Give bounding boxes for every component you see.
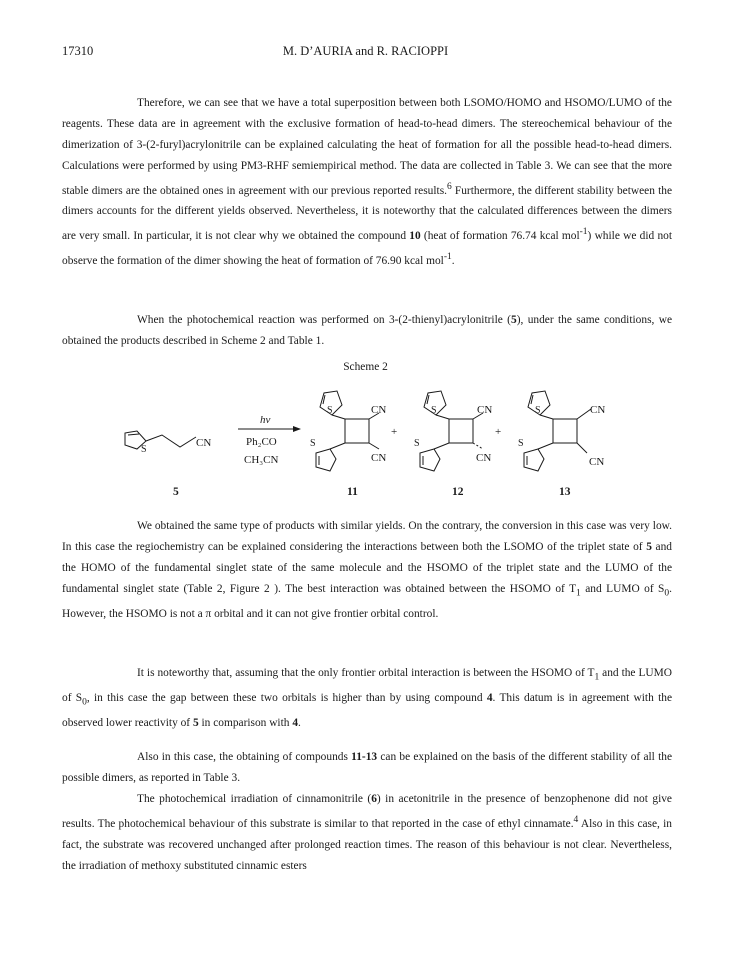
- compound-12-sulfur-top: S: [431, 405, 437, 416]
- compound-13-cn-bottom: CN: [589, 456, 605, 468]
- paragraph-3: We obtained the same type of products with similar yields. On the contrary, the conversion in this case was very low. In this case the regiochemistry can be explained considering the interactions between both the LSOMO of the triplet state of 5 and the HOMO of the fundamental singlet state of the same molecule and the HSOMO of the triplet state and the LUMO of the fundamental singlet state (Table 2, Figure 2 ). The best interaction was obtained between the HSOMO of $T_1$ and LUMO of $S_0$. However, the HSOMO is not a π orbital and it can not give frontier orbital control.: [62, 520, 672, 620]
- hv-label: hv: [260, 414, 271, 426]
- solvent-label-2: CH₃CN: [244, 454, 279, 466]
- scheme-title: Scheme 2: [343, 361, 388, 373]
- plus-sign-1: +: [391, 426, 398, 438]
- compound-11-cn-top: CN: [371, 404, 387, 416]
- page-number: 17310: [62, 44, 94, 58]
- scheme-2-reaction: [104, 383, 624, 508]
- paragraph-5: Also in this case, the obtaining of compounds 11-13 can be explained on the basis of the different stability of all the possible dimers, as reported in Table 3.: [62, 751, 672, 784]
- paragraph-6: The photochemical irradiation of cinnamonitrile (6) in acetonitrile in the presence of benzophenone did not give results. The photochemical behaviour of this substrate is similar to that reported in the case of ethyl cinnamate.$^4$ Also in this case, in fact, the substrate was recovered unchanged after prolonged reaction times. The reason of this behaviour is not clear. Nevertheless, the irradiation of methoxy substituted cinnamic esters: [62, 793, 672, 872]
- running-head-authors: M. D’AURIA and R. RACIOPPI: [282, 44, 449, 58]
- compound-12-sulfur-bottom: S: [414, 438, 420, 449]
- plus-sign-2: +: [495, 426, 502, 438]
- compound-12-cn-top: CN: [477, 404, 493, 416]
- compound-label-11: 11: [347, 486, 358, 498]
- compound-13-sulfur-bottom: S: [518, 438, 524, 449]
- compound-12-cn-bottom: CN: [476, 452, 492, 464]
- compound-label-12: 12: [452, 486, 464, 498]
- paragraph-2: When the photochemical reaction was performed on 3-(2-thienyl)acrylonitrile (5), under the same conditions, we obtained the products described in Scheme 2 and Table 1.: [62, 314, 672, 347]
- compound-13-sulfur-top: S: [535, 405, 541, 416]
- compound-11-cn-bottom: CN: [371, 452, 387, 464]
- compound-5-structure: [125, 431, 196, 449]
- compound-5-sulfur: S: [141, 444, 147, 455]
- compound-5-cn: CN: [196, 437, 212, 449]
- compound-11-sulfur-bottom: S: [310, 438, 316, 449]
- compound-13-cn-top: CN: [590, 404, 606, 416]
- compound-11-sulfur-top: S: [327, 405, 333, 416]
- paragraph-1: Therefore, we can see that we have a total superposition between both LSOMO/HOMO and HSOMO/LUMO of the reagents. These data are in agreement with the exclusive formation of head-to-head dimers. The stereochemical behaviour of the dimerization of 3-(2-furyl)acrylonitrile can be explained calculating the heat of formation for all the possible head-to-head dimers. Calculations were performed by using PM3-RHF semiempirical method. The data are collected in Table 3. We can see that the more stable dimers are the obtained ones in agreement with our previous reported results.$^6$ Furthermore, the different stability between the dimers accounts for the different yields observed. Nevertheless, it is noteworthy that the calculated differences between the dimers are very small. In particular, it is not clear why we obtained the compound 10 (heat of formation 76.74 kcal mol$^{-1}$) while we did not observe the formation of the dimer showing the heat of formation of 76.90 kcal mol$^{-1}$.: [62, 97, 673, 267]
- compound-12-structure: [420, 391, 483, 471]
- compound-11-structure: [316, 391, 379, 471]
- paragraph-4: It is noteworthy that, assuming that the only frontier orbital interaction is between the HSOMO of $T_1$ and the LUMO of $S_0$, in this case the gap between these two orbitals is higher than by using compound 4. This datum is in agreement with the observed lower reactivity of 5 in comparison with 4.: [62, 667, 673, 730]
- solvent-label-1: Ph₂CO: [246, 436, 277, 448]
- compound-label-5: 5: [173, 486, 179, 498]
- compound-13-structure: [524, 391, 591, 471]
- compound-label-13: 13: [559, 486, 571, 498]
